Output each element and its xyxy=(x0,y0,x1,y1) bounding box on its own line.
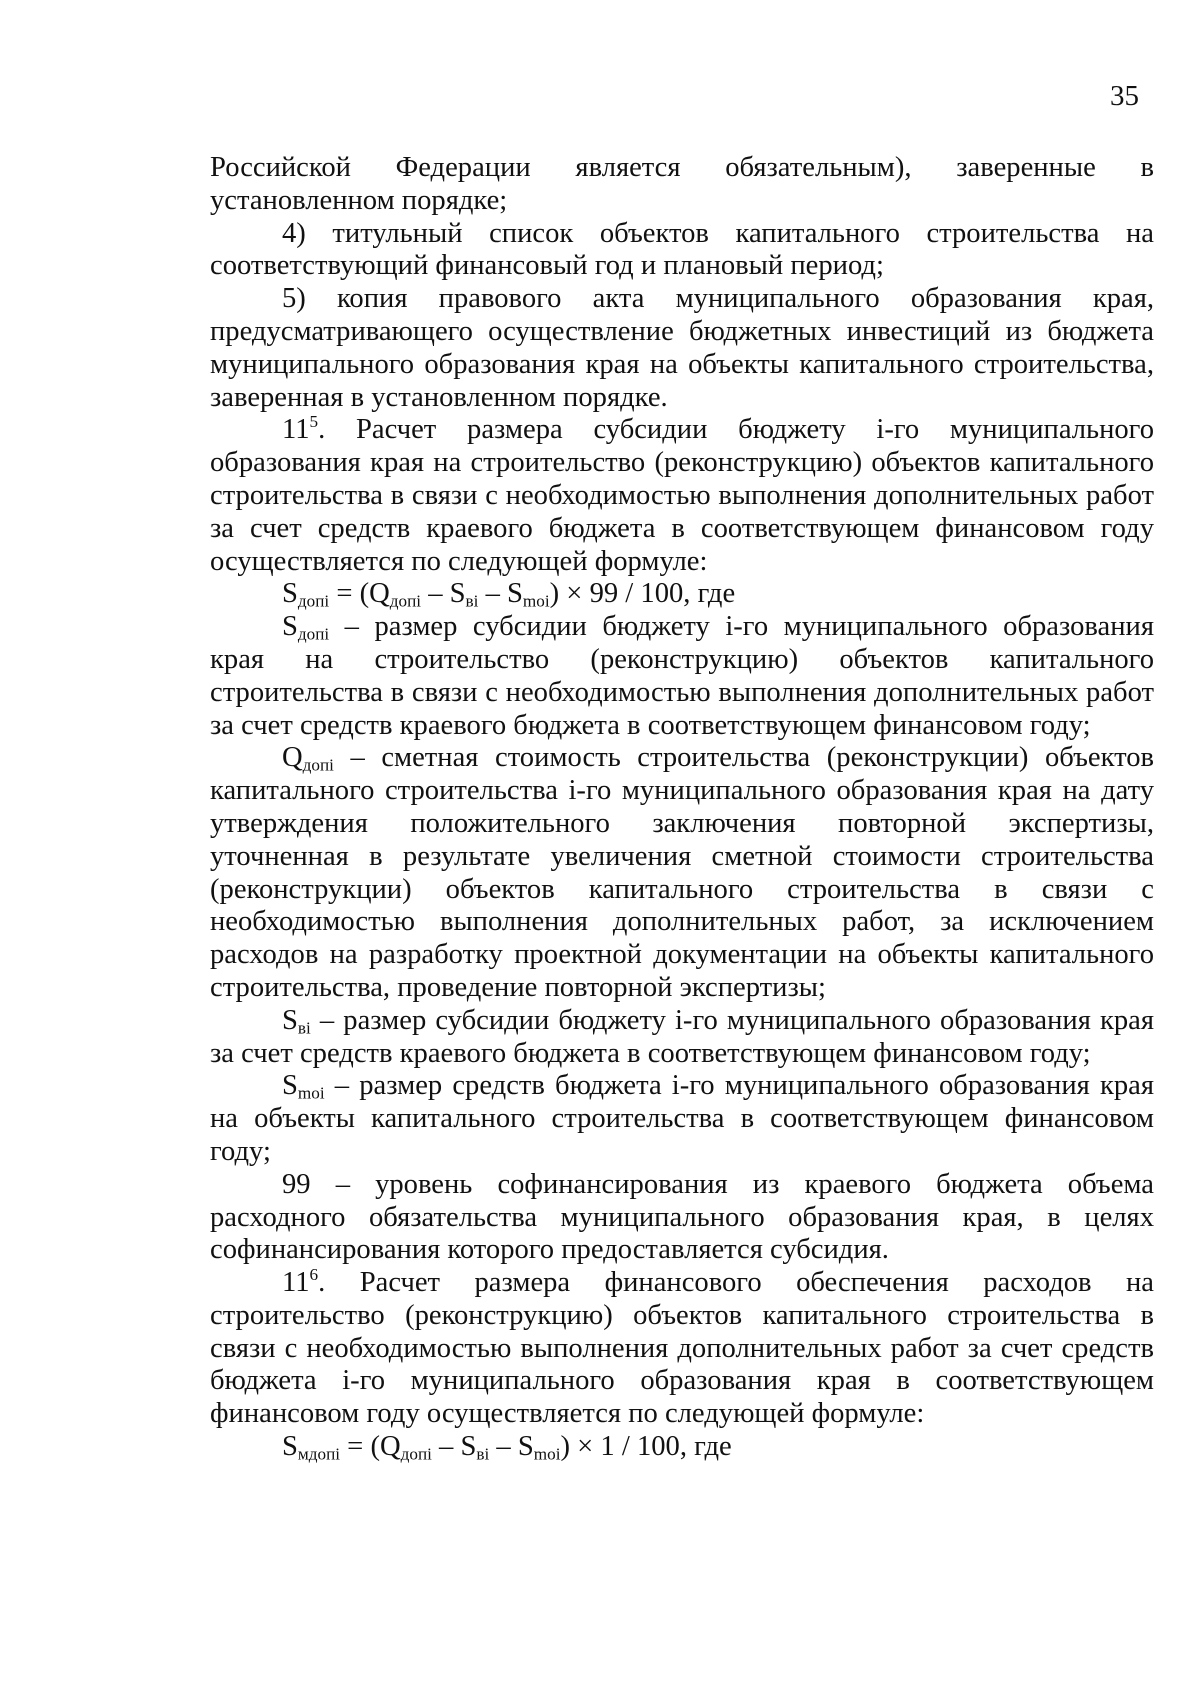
formula-subscript: допi xyxy=(389,591,422,611)
def-text: – размер средств бюджета i-го муниципального образования края на объекты капитального строительства в соответствующем финансовом году; xyxy=(210,1070,1154,1167)
def-symbol: Q xyxy=(282,742,303,774)
document-body xyxy=(210,152,1154,1464)
formula-part: ) × 1 / 100, где xyxy=(560,1431,732,1463)
definition-s-mo xyxy=(210,1070,1154,1168)
definition-99: 99 – уровень софинансирования из краевого бюджета объема расходного обязательства муниципального образования края, в целях софинансирования которого предоставляется субсидия. xyxy=(210,1168,1154,1266)
formula-part: – S xyxy=(421,578,466,610)
formula-part: = (Q xyxy=(340,1431,401,1463)
clause-number: 11 xyxy=(282,414,310,446)
page-number: 35 xyxy=(1110,80,1139,112)
formula-part: – S xyxy=(431,1431,477,1463)
formula-subsidy xyxy=(210,578,1154,611)
def-subscript: допi xyxy=(297,624,330,644)
def-subscript: moi xyxy=(297,1083,325,1103)
clause-number: 11 xyxy=(282,1267,310,1299)
formula-part: = (Q xyxy=(329,578,390,610)
def-text: – сметная стоимость строительства (реконструкции) объектов капитального строительства i-го муниципального образования края на дату утверждения положительного заключения повторной экспертизы, уточненная в результате увеличения сметной стоимости строительства (реконструкции) объектов капитального строительства в связи с необходимостью выполнения дополнительных работ, за исключением расходов на разработку проектной документации на объекты капитального строительства, проведение повторной экспертизы; xyxy=(210,742,1154,1003)
paragraph-11-6 xyxy=(210,1264,1154,1431)
paragraph-item-5: 5) копия правового акта муниципального образования края, предусматривающего осуществление бюджетных инвестиций из бюджета муниципального образования края на объекты капитального строительства, заверенная в установленном порядке. xyxy=(210,283,1154,413)
def-subscript: допi xyxy=(302,755,334,775)
formula-part: – S xyxy=(478,578,523,610)
formula-subscript: moi xyxy=(533,1444,561,1464)
def-text: – размер субсидии бюджету i-го муниципального образования края на строительство (реконструкцию) объектов капитального строительства в связи с необходимостью выполнения дополнительных работ за счет средств краевого бюджета в соответствующем финансовом году; xyxy=(210,611,1154,741)
formula-part: – S xyxy=(489,1431,534,1463)
clause-superscript: 6 xyxy=(309,1264,319,1284)
clause-superscript: 5 xyxy=(309,412,319,432)
def-symbol: S xyxy=(282,1070,298,1102)
def-symbol: S xyxy=(282,1004,298,1036)
paragraph-continuation: Российской Федерации является обязательным), заверенные в установленном порядке; xyxy=(210,152,1154,216)
def-text: – размер субсидии бюджету i-го муниципального образования края за счет средств краевого бюджета в соответствующем финансовом году; xyxy=(210,1004,1154,1069)
definition-q-dop xyxy=(210,742,1154,1004)
definition-s-dop xyxy=(210,611,1154,742)
formula-part: ) × 99 / 100, где xyxy=(549,578,736,610)
paragraph-11-5 xyxy=(210,414,1154,578)
formula-symbol: S xyxy=(282,578,298,610)
formula-subscript: мдопi xyxy=(297,1444,341,1464)
formula-subscript: moi xyxy=(522,591,550,611)
formula-symbol: S xyxy=(282,1431,298,1463)
formula-subscript: допi xyxy=(400,1444,432,1464)
clause-text: . Расчет размера финансового обеспечения расходов на строительство (реконструкцию) объектов капитального строительства в связи с необходимостью выполнения дополнительных работ за счет средств бюджета i-го муниципального образования края в соответствующем финансовом году осуществляется по следующей формуле: xyxy=(210,1267,1154,1430)
formula-subscript: вi xyxy=(465,591,479,611)
formula-subscript: вi xyxy=(476,1444,490,1464)
formula-municipal xyxy=(210,1431,1154,1464)
clause-text: . Расчет размера субсидии бюджету i-го муниципального образования края на строительство (реконструкцию) объектов капитального строительства в связи с необходимостью выполнения дополнительных работ за счет средств краевого бюджета в соответствующем финансовом году осуществляется по следующей формуле: xyxy=(210,414,1154,577)
formula-subscript: допi xyxy=(297,591,330,611)
def-subscript: вi xyxy=(297,1018,311,1037)
paragraph-item-4: 4) титульный список объектов капитального строительства на соответствующий финансовый год и плановый период; xyxy=(210,217,1154,282)
definition-s-v xyxy=(210,1005,1154,1071)
def-symbol: S xyxy=(282,611,298,643)
